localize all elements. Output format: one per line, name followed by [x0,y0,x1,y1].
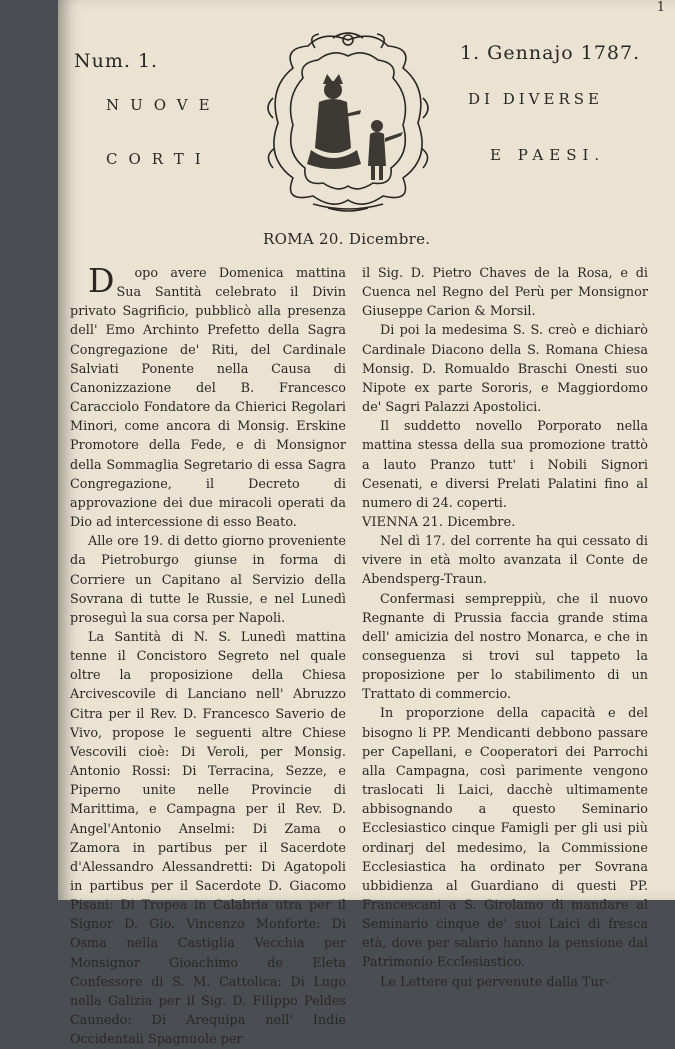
masthead-left-bottom: CORTI [106,150,212,168]
rome-paragraph-3: La Santità di N. S. Lunedì mattina tenne il Concistoro Segreto nel quale oltre la proposizione della Chiesa Arcivescovile di Lanciano nell' Abruzzo Citra per il Rev. D. Francesco Saverio de Vivo, propose le seguenti altre Chiese Vescovili cioè: Di Veroli, per Monsig. Antonio Rossi: Di Terracina, Sezze, e Piperno unite nelle Provincie di Marittima, e Campagna per il Rev. D. Angel'Antonio Anselmi: Di Zama o Zamora in partibus per il Sacerdote d'Alessandro Alessandretti: Di Agatopoli in partibus per il Sacerdote D. Giacomo Pisani: Di Tropea in Calabria utra per il Signor D. Gio. Vincenzo Monforte: Di Osma nella Castiglia Vecchia per Monsignor Gioachimo de Eleta Confessore di S. M. Cattolica: Di Lugo nella Galizia per il Sig. D. Filippo Peldes Caunedo: Di Arequipa nell' Indie Occidentali Spagnuole per [70,629,346,1048]
vienna-dateline: VIENNA 21. Dicembre. [362,515,516,531]
vienna-paragraph-2: Confermasi sempreppiù, che il nuovo Regnante di Prussia faccia grande stima dell' amicizia del nostro Monarca, e che in conseguenza si trovi sul tappeto la proposizione per lo stabilimento di un Trattato di commercio. [362,591,648,703]
page-number: 1 [656,0,665,15]
rome-paragraph-4: il Sig. D. Pietro Chaves de la Rosa, e di Cuenca nel Regno del Perù per Monsignor Giuseppe Carion & Morsil. [362,266,648,320]
newspaper-page [58,0,675,1048]
rome-paragraph-1: Dopo avere Domenica mattina Sua Santità celebrato il Divin privato Sagrificio, pubblicò alla presenza dell' Emo Archinto Prefetto della Sagra Congregazione de' Riti, del Cardinale Salviati Ponente nella Causa di Canonizzazione del B. Francesco Caracciolo Fondatore da Chierici Regolari Minori, come ancora di Monsig. Erskine Promotore della Fede, e di Monsignor della Sommaglia Segretario di essa Sagra Congregazione, il Decreto di approvazione dei due miracoli operati da Dio ad intercessione di esso Beato. [70,261,346,531]
vienna-paragraph-3: In proporzione della capacità e del bisogno li PP. Mendicanti debbono passare per Capellani, e Cooperatori dei Parrochi alla Campagna, così parimente vengono traslocati li Laici, dacchè ultimamente abbisognando a questo Seminario Ecclesiastico cinque Famigli per gli usi più ordinarj del medesimo, la Commissione Ecclesiastica ha ordinato per Sovrana ubbidienza al Guardiano di questi PP. Francescani a S. Girolamo di mandare al Seminario cinque de' suoi Laici di fresca età, dove per salario hanno la pensione dal Patrimonio Ecclesiastico. [362,706,648,971]
rome-dateline: ROMA 20. Dicembre. [263,230,431,248]
rome-paragraph-5: Di poi la medesima S. S. creò e dichiarò Cardinale Diacono della S. Romana Chiesa Monsig. D. Romualdo Braschi Onesti suo Nipote ex parte Sororis, e Maggiordomo de' Sagri Palazzi Apostolici. [362,323,648,416]
vienna-paragraph-4: Le Lettere qui pervenute dalla Tur- [380,974,610,990]
rome-paragraph-6: Il suddetto novello Porporato nella mattina stessa della sua promozione trattò a lauto Pranzo tutt' i Nobili Signori Cesenati, e diversi Prelati Palatini fino al numero di 24. coperti. [362,419,648,511]
right-column [362,264,648,992]
issue-number: Num. 1. [74,50,159,72]
masthead-left-top: NUOVE [106,96,221,114]
issue-date: 1. Gennajo 1787. [460,42,641,64]
rome-paragraph-2: Alle ore 19. di detto giorno proveniente da Pietroburgo giunse in forma di Corriere un Capitano al Servizio della Sovrana di tutte le Russie, e nel Lunedì proseguì la sua corsa per Napoli. [70,534,346,626]
masthead-right-top: DI DIVERSE [468,90,603,108]
vienna-paragraph-1: Nel dì 17. del corrente ha qui cessato di vivere in età molto avanzata il Conte de Abendsperg-Traun. [362,534,648,588]
masthead-right-bottom: E PAESI. [490,146,606,164]
left-column [70,261,346,1049]
engraved-vignette [253,28,443,213]
